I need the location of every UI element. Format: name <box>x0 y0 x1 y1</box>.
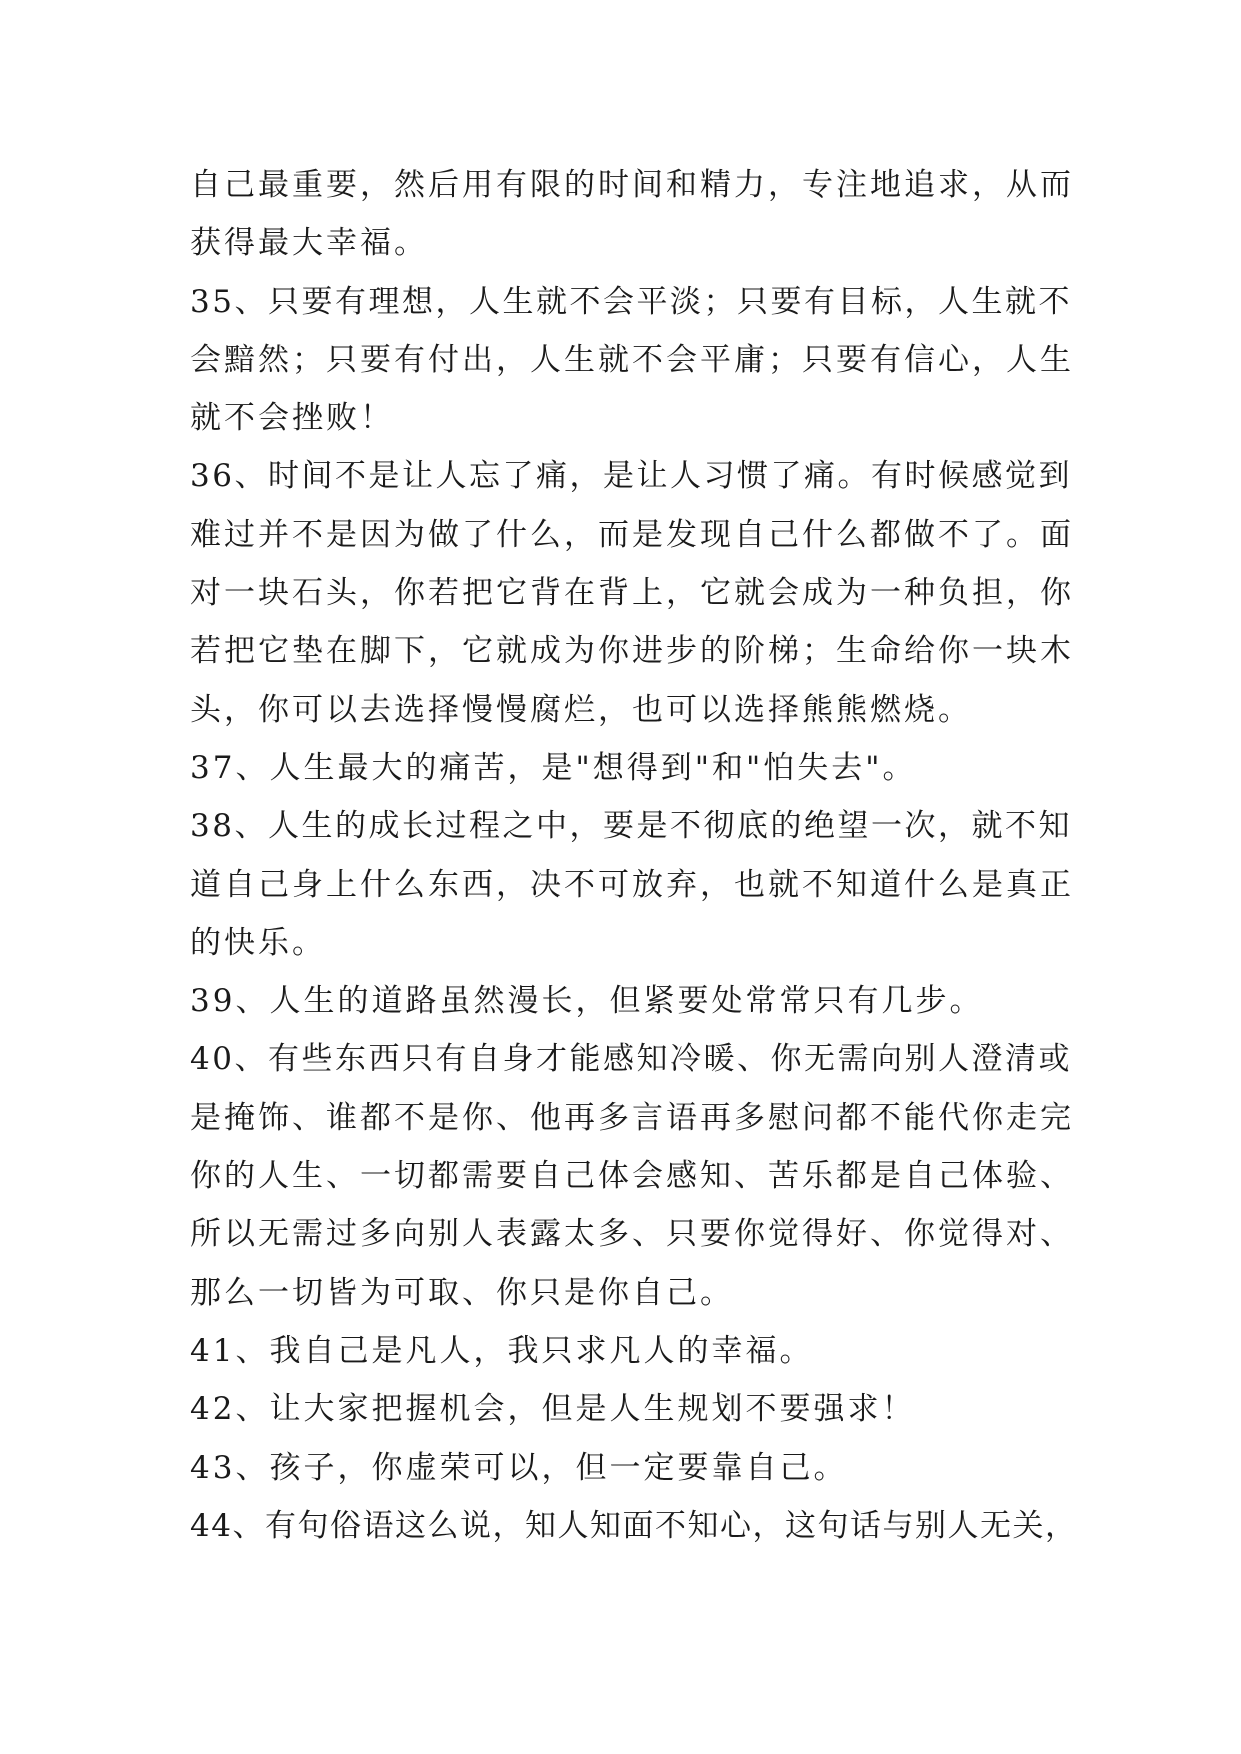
text-line: 自己最重要，然后用有限的时间和精力，专注地追求，从而 <box>190 167 1074 203</box>
text-line: 会黯然；只要有付出，人生就不会平庸；只要有信心，人生 <box>190 341 1074 378</box>
text-line: 35、只要有理想，人生就不会平淡；只要有目标，人生就不 <box>190 283 1072 320</box>
text-line: 36、时间不是让人忘了痛，是让人习惯了痛。有时候感觉到 <box>190 458 1072 495</box>
body-text <box>190 156 1080 1555</box>
text-line: 42、让大家把握机会，但是人生规划不要强求！ <box>190 1391 916 1428</box>
text-line: 41、我自己是凡人，我只求凡人的幸福。 <box>190 1332 814 1369</box>
text-line: 38、人生的成长过程之中，要是不彻底的绝望一次，就不知 <box>190 808 1072 845</box>
text-line: 37、人生最大的痛苦，是"想得到"和"怕失去"。 <box>190 749 917 786</box>
text-line: 44、有句俗语这么说，知人知面不知心，这句话与别人无关， <box>190 1507 1078 1544</box>
text-line: 若把它垫在脚下，它就成为你进步的阶梯；生命给你一块木 <box>190 633 1074 670</box>
text-line: 那么一切皆为可取、你只是你自己。 <box>190 1274 734 1311</box>
text-line: 获得最大幸福。 <box>190 225 428 262</box>
text-line: 的快乐。 <box>190 924 326 961</box>
text-line: 道自己身上什么东西，决不可放弃，也就不知道什么是真正 <box>190 866 1074 903</box>
text-line: 40、有些东西只有自身才能感知冷暖、你无需向别人澄清或 <box>190 1041 1072 1078</box>
text-line: 是掩饰、谁都不是你、他再多言语再多慰问都不能代你走完 <box>190 1099 1074 1136</box>
text-line: 39、人生的道路虽然漫长，但紧要处常常只有几步。 <box>190 983 984 1020</box>
text-line: 你的人生、一切都需要自己体会感知、苦乐都是自己体验、 <box>190 1158 1074 1195</box>
text-line: 头，你可以去选择慢慢腐烂，也可以选择熊熊燃烧。 <box>190 691 972 728</box>
text-line: 就不会挫败！ <box>190 400 394 437</box>
text-line: 43、孩子，你虚荣可以，但一定要靠自己。 <box>190 1449 848 1486</box>
text-line: 所以无需过多向别人表露太多、只要你觉得好、你觉得对、 <box>190 1216 1074 1253</box>
text-line: 难过并不是因为做了什么，而是发现自己什么都做不了。面 <box>190 516 1074 553</box>
text-line: 对一块石头，你若把它背在背上，它就会成为一种负担，你 <box>190 575 1074 612</box>
